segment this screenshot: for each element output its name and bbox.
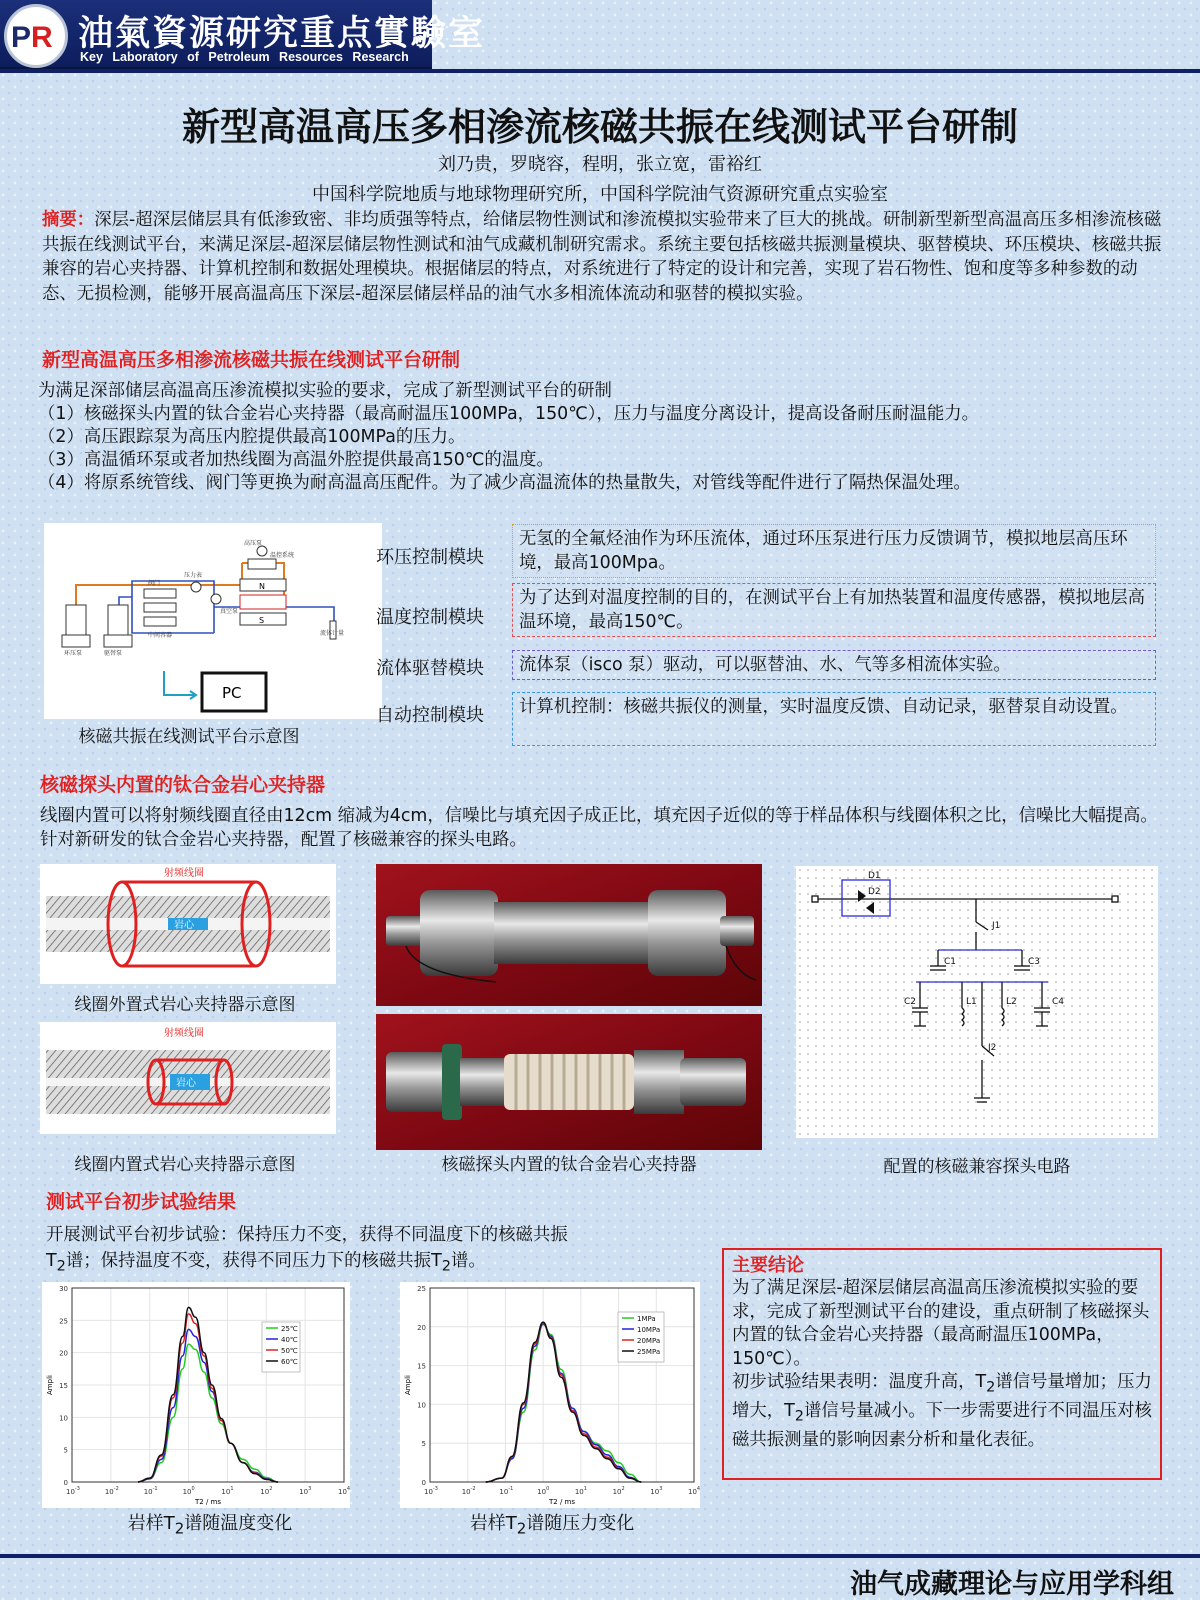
research-group: 油气成藏理论与应用学科组 <box>850 1569 1174 1600</box>
section3-text <box>46 1222 706 1279</box>
module-desc: 为了达到对温度控制的目的，在测试平台上有加热装置和温度传感器，模拟地层高温环境，最高150℃。 <box>512 583 1156 637</box>
module-label: 环压控制模块 <box>376 547 484 568</box>
y-tick-label: 5 <box>421 1440 426 1449</box>
outer-coil-schematic <box>40 864 336 984</box>
holder-photo-assembled-svg <box>376 864 762 1006</box>
y-tick-label: 25 <box>417 1285 426 1293</box>
legend-entry: 1MPa <box>637 1315 656 1323</box>
x-tick-label: $10^1$ <box>574 1486 587 1496</box>
module-label: 流体驱替模块 <box>376 658 484 679</box>
holder-photo-assembled <box>376 864 762 1006</box>
x-tick-label: $10^4$ <box>688 1486 700 1496</box>
inner-coil-caption: 线圈内置式岩心夹持器示意图 <box>74 1155 296 1175</box>
header-rule <box>0 69 1200 73</box>
circuit-label: J2 <box>988 1043 997 1053</box>
y-tick-label: 0 <box>421 1479 426 1487</box>
diagram-label: 中间容器 <box>148 632 173 639</box>
x-tick-label: $10^3$ <box>299 1486 312 1496</box>
probe-circuit <box>796 866 1158 1138</box>
x-tick-label: $10^1$ <box>221 1486 234 1496</box>
poster-title: 新型高温高压多相渗流核磁共振在线测试平台研制 <box>181 105 1018 149</box>
section1-item: （3）高温循环泵或者加热线圈为高温外腔提供最高150℃的温度。 <box>38 450 554 470</box>
circuit-label: C3 <box>1028 957 1041 967</box>
x-axis-label: T2 / ms <box>194 1498 222 1506</box>
y-tick-label: 15 <box>59 1382 68 1390</box>
abstract-label: 摘要： <box>42 210 95 230</box>
y-tick-label: 20 <box>59 1349 68 1358</box>
x-axis-label: T2 / ms <box>548 1498 576 1506</box>
authors: 刘乃贵，罗晓容，程明，张立宽，雷裕红 <box>438 154 762 175</box>
holder-photo-caption: 核磁探头内置的钛合金岩心夹持器 <box>441 1155 697 1175</box>
module-label: 温度控制模块 <box>376 607 484 628</box>
y-axis-label: Ampli <box>46 1375 54 1395</box>
x-tick-label: $10^{-1}$ <box>143 1486 158 1496</box>
module-label: 自动控制模块 <box>376 705 484 726</box>
lab-banner <box>0 0 486 70</box>
circuit-label: C1 <box>944 957 957 967</box>
x-tick-label: $10^3$ <box>650 1486 663 1496</box>
diagram-label: 温控系统 <box>270 552 295 559</box>
outer-coil-caption: 线圈外置式岩心夹持器示意图 <box>74 995 296 1015</box>
circuit-label: C2 <box>904 997 917 1007</box>
abstract-text: 深层-超深层储层具有低渗致密、非均质强等特点，给储层物性测试和渗流模拟实验带来了巨大的挑战。研制新型新型高温高压多相渗流核磁共振在线测试平台，来满足深层-超深层储层物性测试和油气成藏机制研究需求。系统主要包括核磁共振测量模块、驱替模块、环压模块、核磁共振兼容的岩心夹持器、计算机控制和数据处理模块。根据储层的特点，对系统进行了特定的设计和完善，实现了岩石物性、饱和度等多种参数的动态、无损检测，能够开展高温高压下深层-超深层储层样品的油气水多相流体流动和驱替的模拟实验。 <box>42 210 1162 304</box>
magnet-s-label: S <box>259 616 265 625</box>
legend-entry: 40℃ <box>281 1336 298 1344</box>
circuit-label: L2 <box>1006 997 1017 1007</box>
section3-line: $T_2$谱；保持温度不变，获得不同压力下的核磁共振$T_2$谱。 <box>46 1251 486 1275</box>
diagram-label: 流体计量 <box>320 630 345 637</box>
chart-pressure <box>400 1282 700 1508</box>
coil-label: 射频线圈 <box>164 868 204 879</box>
conclusion-heading: 主要结论 <box>732 1255 804 1276</box>
chart-temperature <box>42 1282 350 1508</box>
x-tick-label: $10^0$ <box>182 1486 195 1496</box>
outer-coil-svg <box>40 864 336 984</box>
chart-temperature-caption: 岩样$T_2$谱随温度变化 <box>127 1513 293 1538</box>
x-tick-label: $10^{-3}$ <box>424 1486 438 1496</box>
module-desc: 计算机控制：核磁共振仪的测量，实时温度反馈、自动记录，驱替泵自动设置。 <box>512 692 1156 746</box>
y-tick-label: 15 <box>417 1362 426 1371</box>
inner-coil-schematic <box>40 1022 336 1134</box>
circuit-label: L1 <box>966 997 977 1007</box>
circuit-label: J1 <box>992 921 1001 931</box>
section1-title: 新型高温高压多相渗流核磁共振在线测试平台研制 <box>42 349 461 371</box>
x-tick-label: $10^4$ <box>338 1486 350 1496</box>
lab-name-cn: 油氣資源研究重点實驗室 <box>78 13 486 54</box>
section3-line: 开展测试平台初步试验：保持压力不变，获得不同温度下的核磁共振 <box>46 1225 568 1245</box>
system-diagram <box>44 523 382 719</box>
y-tick-label: 10 <box>59 1414 68 1423</box>
legend-entry: 60℃ <box>281 1358 298 1366</box>
y-tick-label: 5 <box>63 1446 68 1455</box>
x-tick-label: $10^0$ <box>537 1486 550 1496</box>
legend-entry: 20MPa <box>637 1337 661 1345</box>
diagram-label: 真空泵 <box>220 608 239 615</box>
section1-item: （1）核磁探头内置的钛合金岩心夹持器（最高耐温压100MPa，150℃），压力与温度分离设计，提高设备耐压耐温能力。 <box>38 404 980 424</box>
diagram-caption: 核磁共振在线测试平台示意图 <box>78 727 300 747</box>
diagram-label: 阀门 <box>148 580 161 587</box>
holder-photo-disassembled <box>376 1014 762 1150</box>
lab-name-en: Key Laboratory of Petroleum Resources Research <box>80 50 409 64</box>
conclusion-p2: 初步试验结果表明：温度升高，$T_2$谱信号量增加；压力增大，$T_2$谱信号量减小。下一步需要进行不同温压对核磁共振测量的影响因素分析和量化表征。 <box>732 1372 1152 1450</box>
footer-rule <box>0 1554 1200 1558</box>
legend-entry: 10MPa <box>637 1326 661 1334</box>
core-label: 岩心 <box>176 1078 196 1089</box>
x-tick-label: $10^2$ <box>260 1486 273 1496</box>
y-tick-label: 20 <box>417 1323 426 1332</box>
y-axis-label: Ampli <box>404 1375 412 1395</box>
lab-logo <box>4 4 68 68</box>
circuit-label: D1 <box>868 871 881 881</box>
conclusion-p1: 为了满足深层-超深层储层高温高压渗流模拟实验的要求，完成了新型测试平台的建设，重点研制了核磁探头内置的钛合金岩心夹持器（最高耐温压100MPa，150℃）。 <box>732 1278 1150 1369</box>
x-tick-label: $10^{-2}$ <box>104 1486 119 1496</box>
chart-background <box>42 1282 350 1508</box>
section2-text: 线圈内置可以将射频线圈直径由12cm 缩减为4cm，信噪比与填充因子成正比，填充因子近似的等于样品体积与线圈体积之比，信噪比大幅提高。针对新研发的钛合金岩心夹持器，配置了核磁兼容的探头电路。 <box>40 806 1158 850</box>
x-tick-label: $10^{-1}$ <box>499 1486 514 1496</box>
magnet-n-label: N <box>259 582 265 591</box>
coil-label: 射频线圈 <box>164 1028 204 1039</box>
inner-coil-svg <box>40 1022 336 1134</box>
y-tick-label: 0 <box>63 1479 68 1487</box>
x-tick-label: $10^2$ <box>612 1486 625 1496</box>
section1-intro: 为满足深部储层高温高压渗流模拟实验的要求，完成了新型测试平台的研制 <box>38 381 612 401</box>
section2-title: 核磁探头内置的钛合金岩心夹持器 <box>40 774 326 796</box>
diagram-label: 压力表 <box>184 572 203 579</box>
y-tick-label: 10 <box>417 1401 426 1410</box>
diagram-label: 高压泵 <box>244 540 263 547</box>
module-desc: 无氢的全氟烃油作为环压流体，通过环压泵进行压力反馈调节，模拟地层高压环境，最高100Mpa。 <box>512 524 1156 578</box>
section1-item: （2）高压跟踪泵为高压内腔提供最高100MPa的压力。 <box>38 427 466 447</box>
section1-item: （4）将原系统管线、阀门等更换为耐高温高压配件。为了减少高温流体的热量散失，对管线等配件进行了隔热保温处理。 <box>38 473 971 493</box>
legend-entry: 25℃ <box>281 1325 298 1333</box>
probe-circuit-svg <box>796 866 1158 1138</box>
pc-label: PC <box>222 684 242 702</box>
system-diagram-svg <box>44 523 382 719</box>
x-tick-label: $10^{-3}$ <box>66 1486 80 1496</box>
x-tick-label: $10^{-2}$ <box>461 1486 476 1496</box>
section1-body <box>38 380 1178 495</box>
diagram-label: 驱替泵 <box>104 650 123 657</box>
holder-photo-disassembled-svg <box>376 1014 762 1150</box>
module-desc: 流体泵（isco 泵）驱动，可以驱替油、水、气等多相流体实验。 <box>512 650 1156 680</box>
circuit-label: D2 <box>868 887 881 897</box>
legend-entry: 25MPa <box>637 1348 661 1356</box>
diagram-label: 环压泵 <box>64 650 83 657</box>
core-label: 岩心 <box>174 920 194 931</box>
y-tick-label: 25 <box>59 1317 68 1326</box>
logo-mark: PR <box>11 21 53 54</box>
y-tick-label: 30 <box>59 1285 68 1293</box>
circuit-label: C4 <box>1052 997 1065 1007</box>
section3-title: 测试平台初步试验结果 <box>46 1191 237 1213</box>
affiliation: 中国科学院地质与地球物理研究所，中国科学院油气资源研究重点实验室 <box>312 184 888 205</box>
circuit-caption: 配置的核磁兼容探头电路 <box>883 1157 1071 1177</box>
legend-entry: 50℃ <box>281 1347 298 1355</box>
chart-pressure-caption: 岩样$T_2$谱随压力变化 <box>469 1513 635 1538</box>
abstract <box>42 208 1162 306</box>
conclusion-box <box>722 1248 1162 1480</box>
